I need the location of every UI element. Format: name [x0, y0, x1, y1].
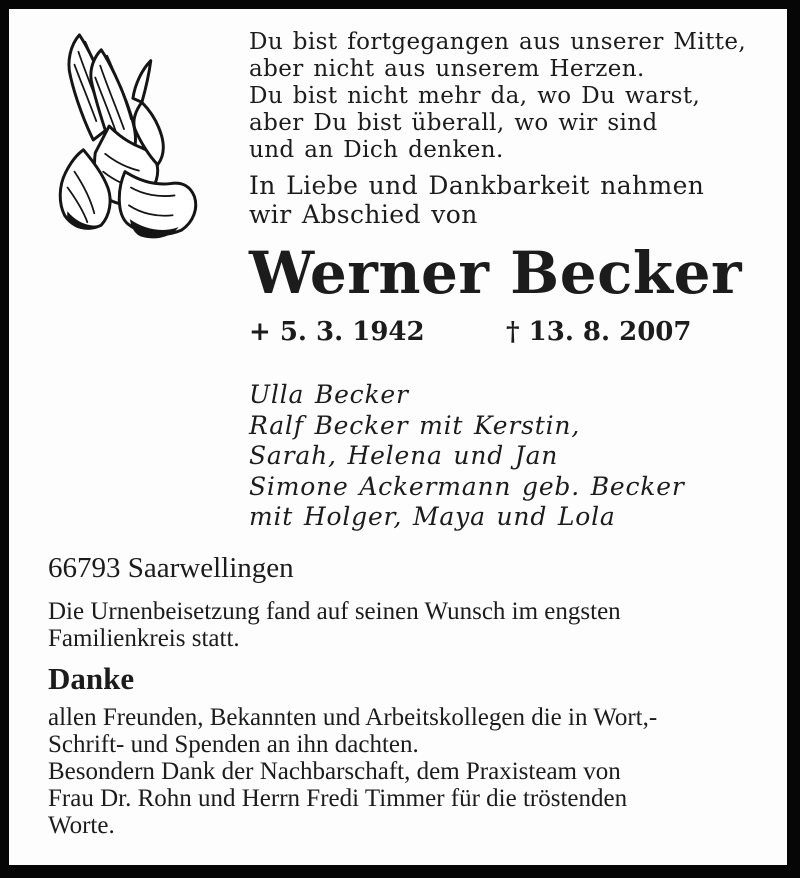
- text-line: Frau Dr. Rohn und Herrn Fredi Timmer für die tröstenden: [48, 785, 628, 812]
- farewell-intro: [249, 172, 779, 229]
- text-line: aber nicht aus unserem Herzen.: [249, 56, 645, 82]
- text-line: wir Abschied von: [249, 199, 478, 229]
- text-line: Die Urnenbeisetzung fand auf seinen Wunsch im engsten: [48, 598, 621, 625]
- text-line: Du bist fortgegangen aus unserer Mitte,: [249, 29, 747, 55]
- text-line: aber Du bist überall, wo wir sind: [249, 110, 658, 136]
- text-line: Familienkreis statt.: [48, 625, 240, 652]
- text-line: Schrift- und Spenden an ihn dachten.: [48, 731, 419, 758]
- text-line: Sarah, Helena und Jan: [249, 441, 559, 470]
- text-line: Ulla Becker: [249, 380, 409, 409]
- thanks-heading: Danke: [48, 661, 135, 696]
- text-line: Worte.: [48, 812, 115, 839]
- praying-hands-icon: [45, 25, 205, 243]
- location-line: 66793 Saarwellingen: [48, 552, 294, 584]
- thanks-note: [48, 704, 768, 839]
- memorial-bottom-column: [48, 552, 768, 839]
- text-line: mit Holger, Maya und Lola: [249, 502, 616, 531]
- text-line: Simone Ackermann geb. Becker: [249, 471, 685, 501]
- text-line: Besondern Dank der Nachbarschaft, dem Praxisteam von: [48, 758, 621, 785]
- text-line: Ralf Becker mit Kerstin,: [249, 410, 581, 440]
- deceased-name: Werner Becker: [249, 239, 743, 307]
- memorial-verse: [249, 29, 779, 164]
- obituary-card: [9, 9, 787, 865]
- mourning-family-list: [249, 380, 779, 533]
- text-line: Du bist nicht mehr da, wo Du warst,: [249, 83, 701, 109]
- burial-note: [48, 598, 768, 652]
- life-dates: [249, 315, 779, 349]
- text-line: und an Dich denken.: [249, 137, 504, 163]
- birth-date: + 5. 3. 1942: [249, 317, 425, 347]
- text-line: In Liebe und Dankbarkeit nahmen: [249, 171, 705, 200]
- memorial-main-column: [249, 29, 779, 533]
- death-date: † 13. 8. 2007: [506, 317, 692, 347]
- text-line: allen Freunden, Bekannten und Arbeitskollegen die in Wort,-: [48, 704, 658, 731]
